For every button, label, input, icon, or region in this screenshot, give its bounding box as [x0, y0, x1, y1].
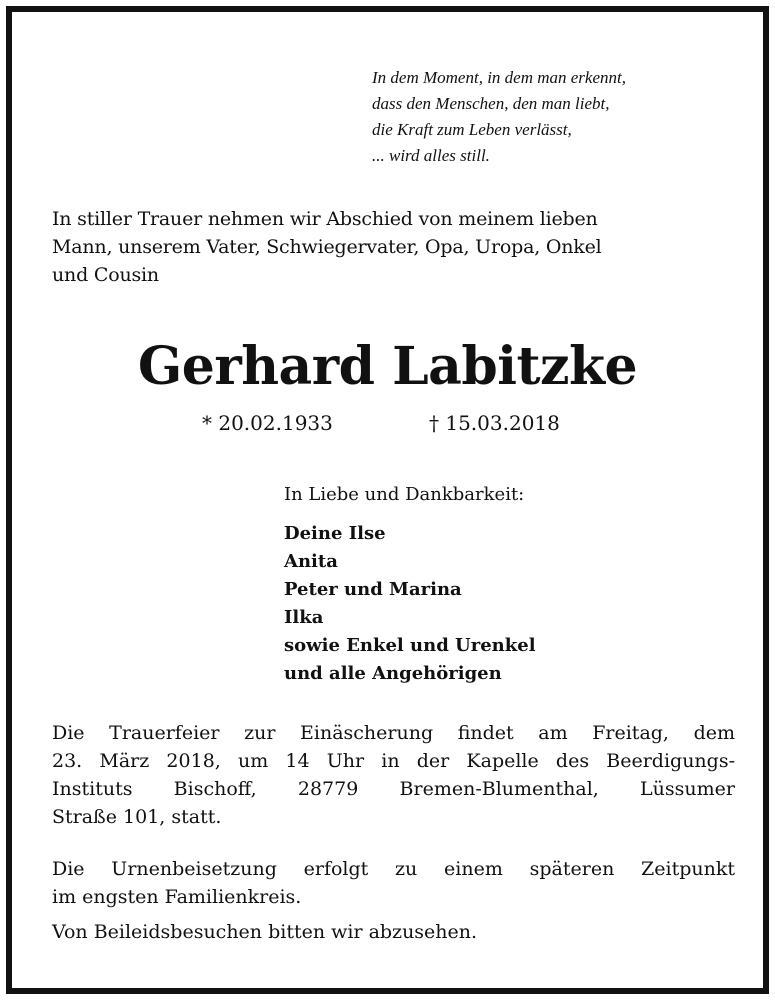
urn-notice — [52, 855, 735, 911]
funeral-line: Instituts Bischoff, 28779 Bremen-Blumenthal, Lüssumer — [52, 778, 735, 800]
funeral-line: Straße 101, statt. — [52, 806, 222, 828]
intro-line: Mann, unserem Vater, Schwiegervater, Opa, Uropa, Onkel — [52, 236, 602, 258]
urn-line: im engsten Familienkreis. — [52, 886, 302, 908]
mourner-name: und alle Angehörigen — [284, 663, 502, 684]
urn-line: Die Urnenbeisetzung erfolgt zu einem späteren Zeitpunkt — [52, 858, 735, 880]
intro-line: In stiller Trauer nehmen wir Abschied von meinem lieben — [52, 208, 598, 230]
mourner-name: Deine Ilse — [284, 523, 386, 544]
death-date: † 15.03.2018 — [429, 411, 560, 435]
deceased-name: Gerhard Labitzke — [137, 336, 638, 397]
mourner-name: Peter und Marina — [284, 579, 462, 600]
mourner-name: Anita — [284, 551, 338, 572]
motto-line: ... wird alles still. — [372, 146, 490, 165]
motto-line: In dem Moment, in dem man erkennt, — [372, 68, 626, 87]
funeral-line: 23. März 2018, um 14 Uhr in der Kapelle des Beerdigungs- — [52, 750, 735, 772]
motto-quote — [372, 65, 626, 169]
motto-line: die Kraft zum Leben verlässt, — [372, 120, 572, 139]
funeral-line: Die Trauerfeier zur Einäscherung findet am Freitag, dem — [52, 722, 735, 744]
mourners-list — [284, 520, 536, 688]
motto-line: dass den Menschen, den man liebt, — [372, 94, 610, 113]
obituary-frame — [6, 6, 769, 994]
intro-text — [52, 205, 737, 289]
mourner-name: sowie Enkel und Urenkel — [284, 635, 536, 656]
mourner-name: Ilka — [284, 607, 324, 628]
birth-date: * 20.02.1933 — [202, 411, 333, 435]
intro-line: und Cousin — [52, 264, 159, 286]
funeral-notice — [52, 719, 735, 831]
condolence-notice: Von Beileidsbesuchen bitten wir abzusehen. — [52, 921, 478, 943]
mourners-intro: In Liebe und Dankbarkeit: — [284, 484, 525, 505]
